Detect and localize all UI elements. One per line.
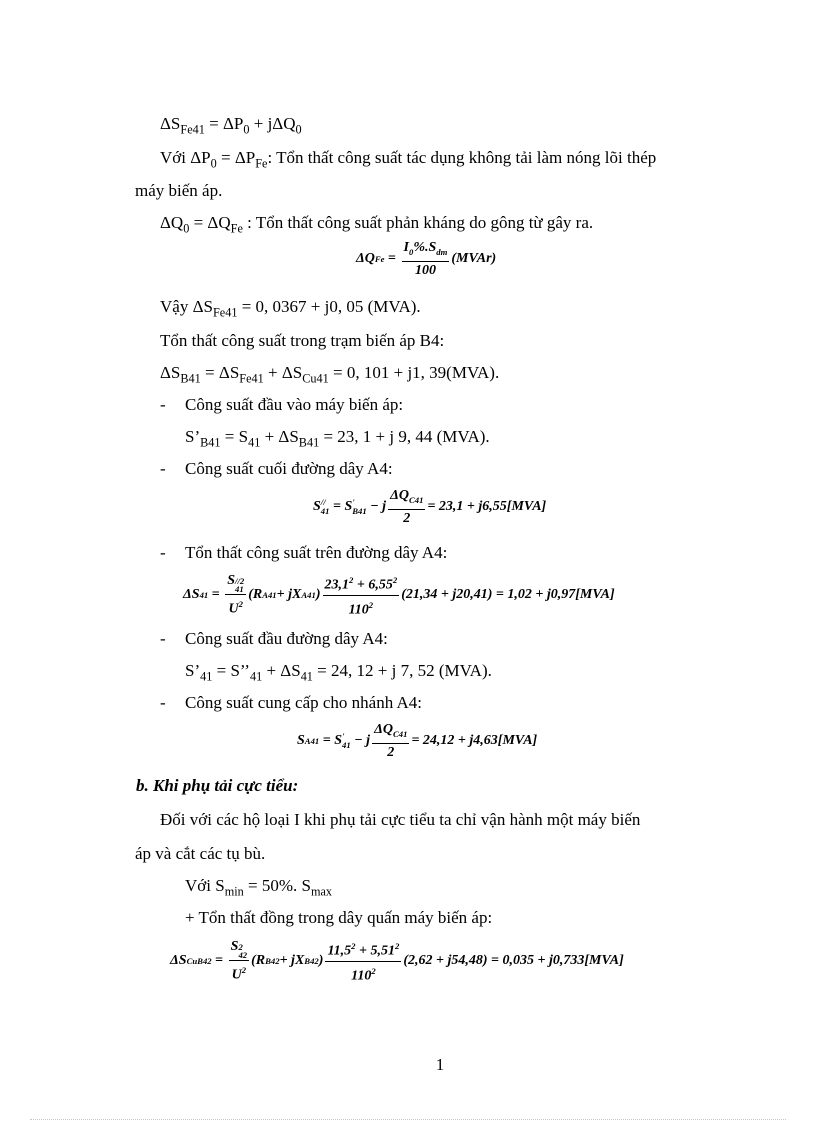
bullet-line-loss: Tổn thất công suất trên đường dây A4: — [185, 543, 448, 562]
footer-divider — [30, 1119, 786, 1120]
bullet-line-start-power: Công suất đầu đường dây A4: — [185, 629, 388, 648]
equation-delta-q-fe: ΔQ Fe = $\frac{I_0\%.S_{dm}}{100}$ (MVAr) — [356, 240, 497, 278]
equation-delta-s-fe41: $\Delta S_{Fe41} = \Delta P_0 + j\Delta Q_0$ — [160, 114, 302, 137]
paragraph-copper-loss: + Tổn thất đồng trong dây quấn máy biến áp: — [185, 908, 493, 927]
paragraph-continuation: máy biến áp. — [135, 181, 223, 200]
section-heading: b. Khi phụ tải cực tiểu: — [136, 776, 299, 795]
page-number: 1 — [435, 1055, 445, 1074]
equation-delta-s-b41: $\Delta S_{B41} = \Delta S_{Fe41} + \Delta S_{Cu41} = 0$, 101 + j1, 39(MVA). — [160, 363, 500, 386]
bullet-branch-supply: Công suất cung cấp cho nhánh A4: — [185, 693, 423, 712]
paragraph-delta-q0-definition: $\Delta Q_0 = \Delta Q_{Fe}$ : Tổn thất công suất phản kháng do gông từ gây ra. — [160, 213, 594, 236]
paragraph-min-load: Đối với các hộ loại I khi phụ tải cực tiểu ta chỉ vận hành một máy biến — [160, 810, 641, 829]
equation-s-a41: S A41 = S ' 41 − j $\frac{\Delta Q_{C41}}{2}$ = 24,12 + j4,63[MVA] — [297, 722, 538, 760]
paragraph-min-load-continuation: áp và cắt các tụ bù. — [135, 844, 266, 863]
bullet-dash: - — [160, 629, 166, 648]
paragraph-total-loss-b4: Tổn thất công suất trong trạm biến áp B4: — [160, 331, 445, 350]
bullet-dash: - — [160, 395, 166, 414]
result-delta-s-fe41: Vậy $\Delta S_{Fe41} = 0$, 0367 + j0, 05 (MVA). — [160, 297, 421, 320]
bullet-dash: - — [160, 693, 166, 712]
equation-s41-double-prime: S // 41 = S ' B41 − j $\frac{\Delta Q_{C41}}{2}$ = 23,1 + j6,55[MVA] — [313, 488, 547, 526]
equation-delta-s41: ΔS 41 = S //2 41 $U^2$ (R A41 + jX A41 ) $\frac{23,1^2 + 6,55^2}{110^2}$ (21,34 + j20,41) = 1,02 + j0,97[MVA] — [183, 572, 615, 618]
paragraph-delta-p0-definition: Với $\Delta P_0 = \Delta P_{Fe}$: Tổn thất công suất tác dụng không tải làm nóng lõi thép — [160, 148, 657, 171]
equation-s-b41: $S’_{B41} = S_{41} + \Delta S_{B41} = 23$, 1 + j 9, 44 (MVA). — [185, 427, 490, 450]
equation-s41-prime: $S’_{41}$ = $S’’_{41} + \Delta S_{41} = 24$, 12 + j 7, 52 (MVA). — [185, 661, 492, 684]
bullet-dash: - — [160, 459, 166, 478]
bullet-dash: - — [160, 543, 166, 562]
equation-s-min: Với $S_{min} = 50\%$. $S_{max}$ — [185, 876, 333, 899]
bullet-line-end-power: Công suất cuối đường dây A4: — [185, 459, 393, 478]
equation-delta-s-cub42: ΔS CuB42 = S 2 42 $U^2$ (R B42 + jX B42 ) $\frac{11,5^2 + 5,51^2}{110^2}$ (2,62 + j54,48) = 0,035 + j0,733[MVA] — [170, 938, 624, 984]
bullet-input-power: Công suất đầu vào máy biến áp: — [185, 395, 404, 414]
